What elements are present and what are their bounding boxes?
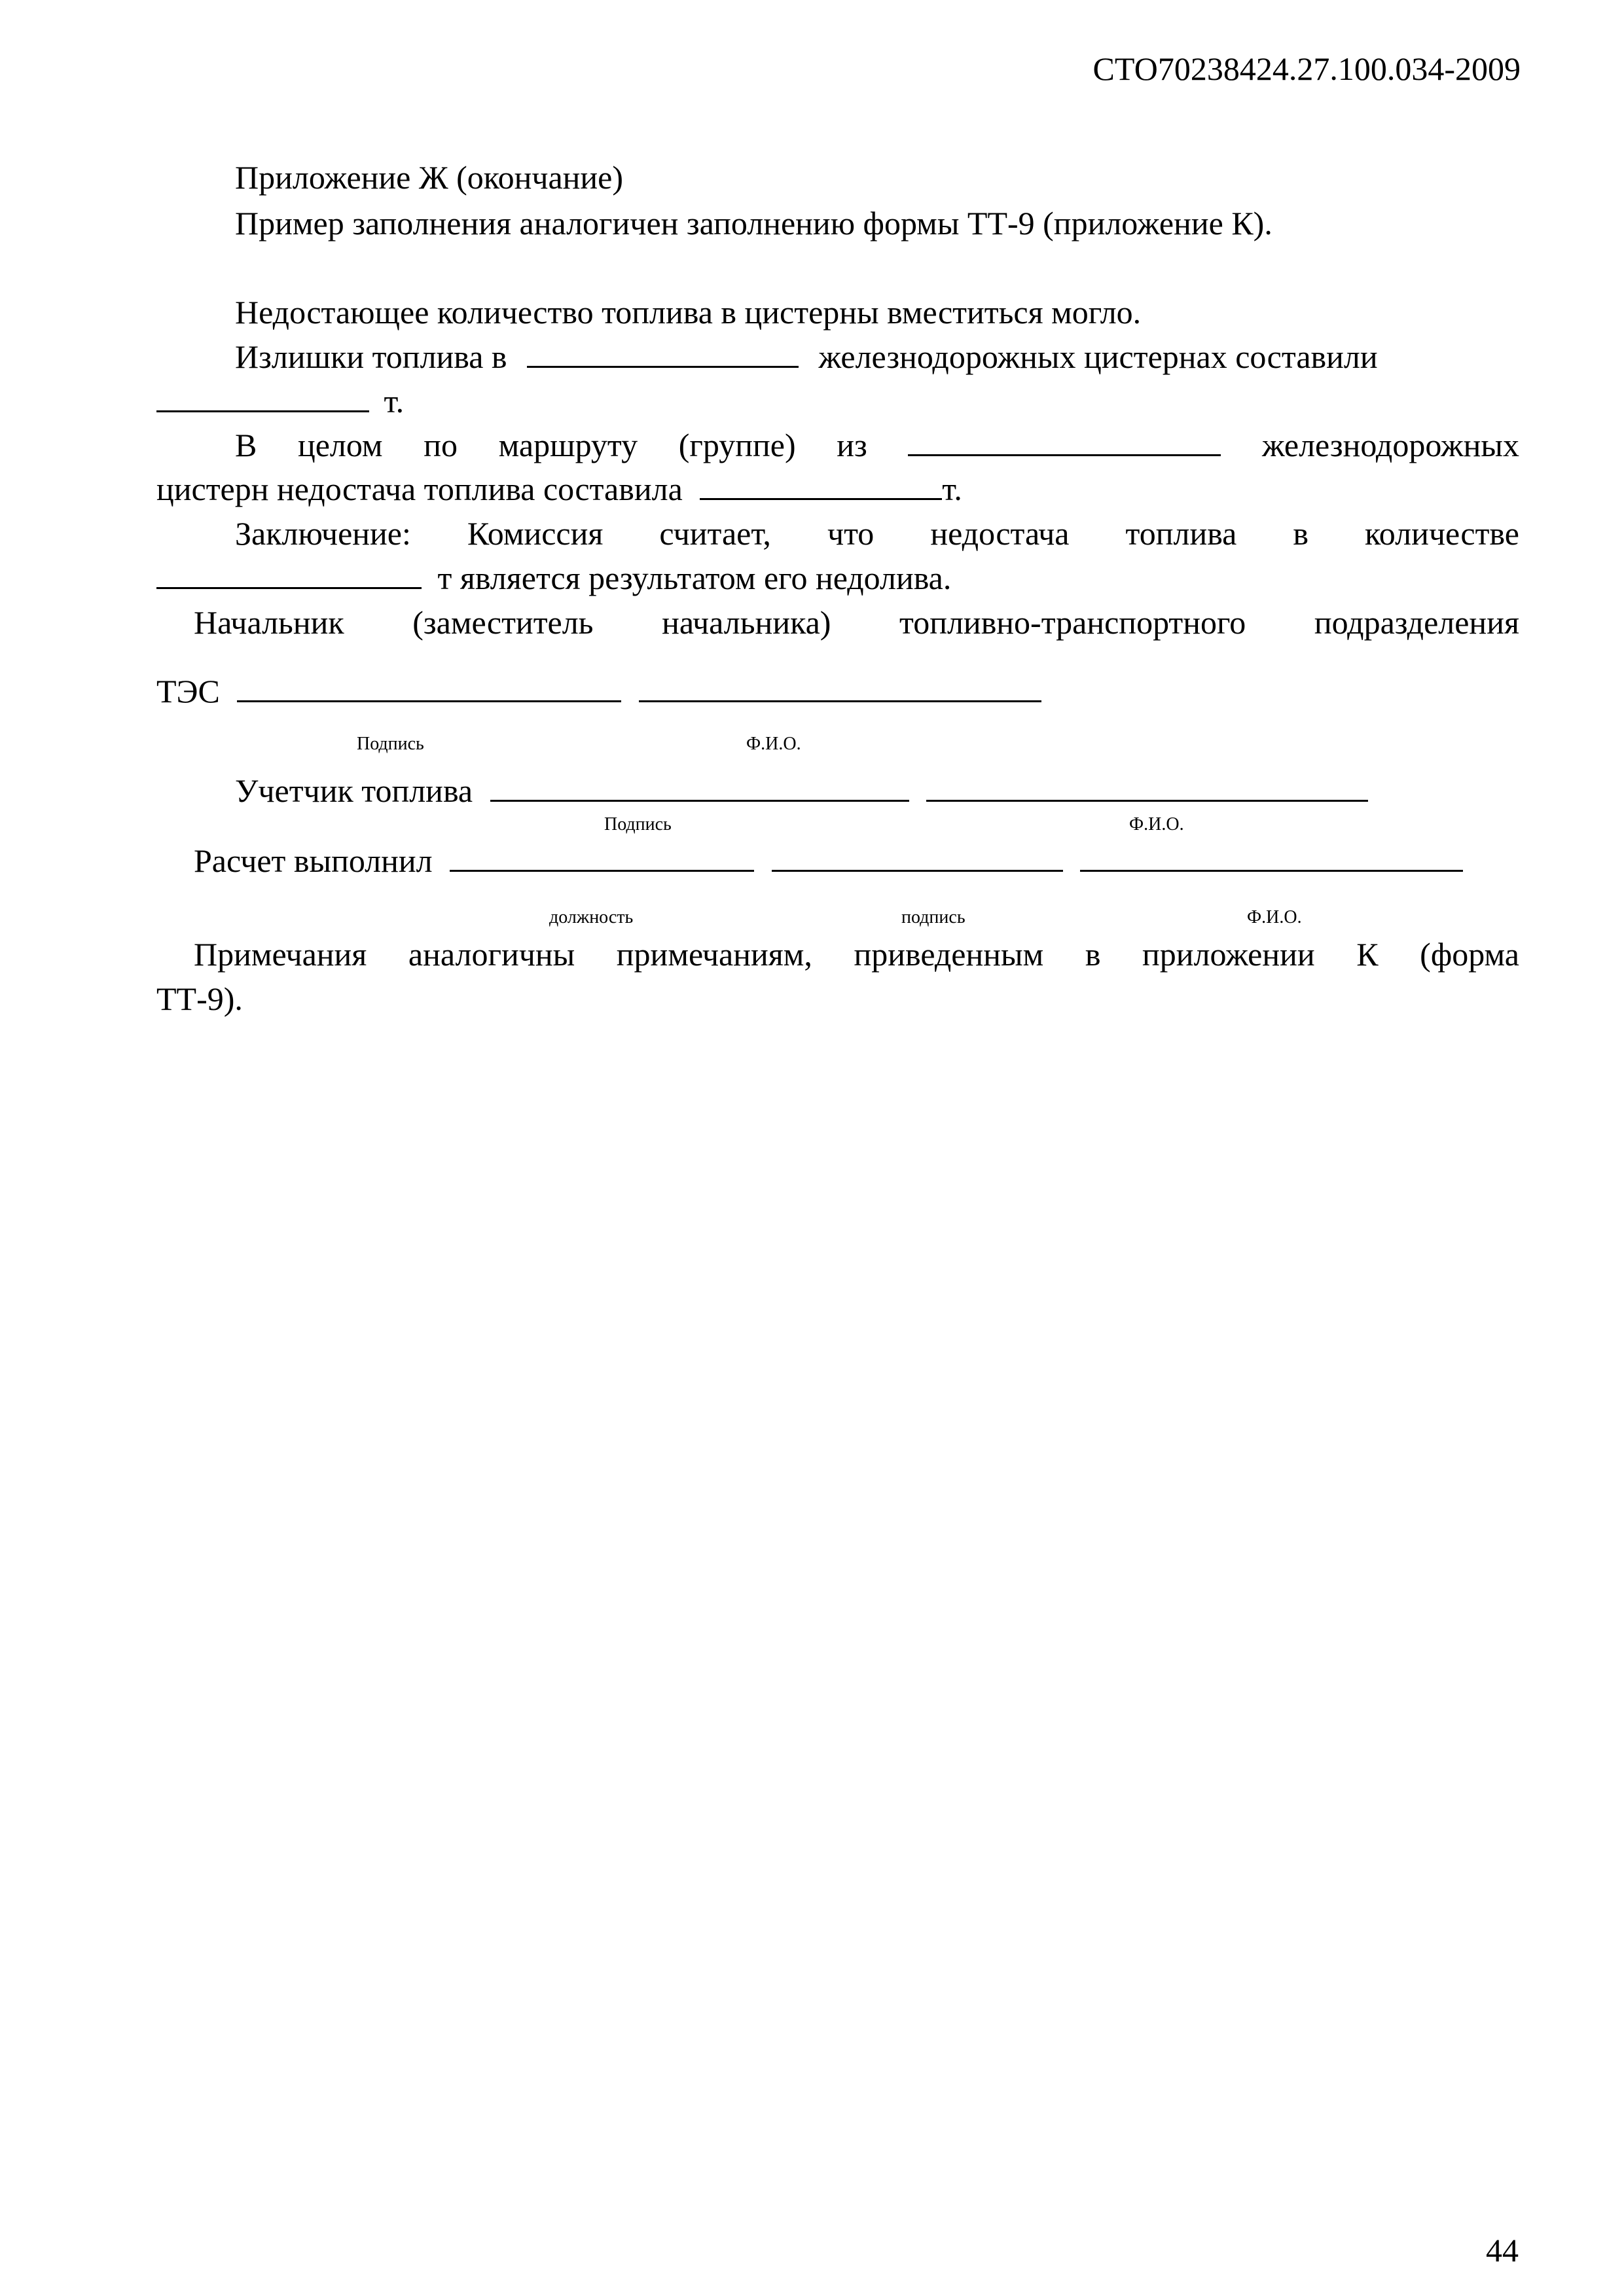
conclusion-word: в <box>1293 515 1308 552</box>
route-line-1 <box>235 429 1519 461</box>
surplus-tank-count-field[interactable] <box>527 366 799 368</box>
surplus-mid: железнодорожных цистернах составили <box>818 338 1378 375</box>
route-word: В <box>235 427 257 463</box>
surplus-line <box>235 340 1519 373</box>
notes-word: приведенным <box>854 936 1044 973</box>
conclusion-line-1 <box>235 517 1519 550</box>
notes-word: в <box>1085 936 1101 973</box>
head-word: Начальник <box>194 604 344 641</box>
accountant-line <box>235 774 1368 807</box>
surplus-prefix: Излишки топлива в <box>235 338 507 375</box>
route-word: по <box>424 427 458 463</box>
notes-word: примечаниям, <box>616 936 812 973</box>
calc-fio-field[interactable] <box>1080 870 1463 872</box>
head-fio-field[interactable] <box>639 700 1041 702</box>
head-line <box>194 606 1519 639</box>
shortage-fit-text: Недостающее количество топлива в цистерны вместиться могло. <box>235 294 1142 331</box>
calc-position-caption: должность <box>549 907 634 927</box>
notes-line-1 <box>194 938 1519 971</box>
conclusion-word: Заключение: <box>235 515 411 552</box>
calc-position-field[interactable] <box>450 870 754 872</box>
conclusion-line-2 <box>156 562 951 594</box>
calc-fio-caption: Ф.И.О. <box>1247 907 1302 927</box>
surplus-unit: т. <box>384 383 405 420</box>
notes-word: (форма <box>1420 936 1519 973</box>
notes-word: К <box>1356 936 1379 973</box>
route-shortage-field[interactable] <box>700 498 942 500</box>
tes-label: ТЭС <box>156 673 220 709</box>
document-code: СТО70238424.27.100.034-2009 <box>1092 50 1521 87</box>
surplus-amount-line <box>156 385 404 418</box>
accountant-label: Учетчик топлива <box>235 772 473 809</box>
route-word: (группе) <box>678 427 796 463</box>
route-unit: т. <box>942 471 962 507</box>
calc-label: Расчет выполнил <box>194 842 433 879</box>
notes-word: аналогичны <box>408 936 575 973</box>
surplus-amount-field[interactable] <box>156 410 369 412</box>
route-line2-prefix: цистерн недостача топлива составила <box>156 471 683 507</box>
route-tank-count-field[interactable] <box>908 454 1221 456</box>
notes-line-2: ТТ-9). <box>156 980 243 1017</box>
head-fio-caption: Ф.И.О. <box>746 734 801 754</box>
conclusion-amount-field[interactable] <box>156 587 422 589</box>
calc-signature-field[interactable] <box>772 870 1063 872</box>
accountant-fio-caption: Ф.И.О. <box>1129 814 1184 834</box>
route-word: целом <box>297 427 383 463</box>
tes-line <box>156 675 1041 708</box>
conclusion-word: Комиссия <box>467 515 604 552</box>
conclusion-suffix: т является результатом его недолива. <box>437 560 952 596</box>
route-word: из <box>837 427 867 463</box>
head-word: (заместитель <box>412 604 594 641</box>
head-signature-field[interactable] <box>237 700 621 702</box>
route-line-2 <box>156 473 962 505</box>
appendix-title: Приложение Ж (окончание) <box>235 159 624 196</box>
page-number: 44 <box>1486 2232 1519 2269</box>
notes-word: приложении <box>1142 936 1315 973</box>
conclusion-word: что <box>827 515 875 552</box>
conclusion-word: недостача <box>930 515 1070 552</box>
accountant-fio-field[interactable] <box>926 800 1368 802</box>
head-sign-caption: Подпись <box>357 734 424 754</box>
conclusion-word: количестве <box>1365 515 1519 552</box>
conclusion-word: считает, <box>659 515 771 552</box>
route-rail: железнодорожных <box>1262 427 1519 463</box>
calc-line <box>194 844 1463 877</box>
accountant-sign-caption: Подпись <box>604 814 672 834</box>
head-word: начальника) <box>662 604 831 641</box>
route-word: маршруту <box>498 427 638 463</box>
accountant-signature-field[interactable] <box>490 800 909 802</box>
head-word: топливно-транспортного <box>899 604 1246 641</box>
head-word: подразделения <box>1314 604 1519 641</box>
notes-word: Примечания <box>194 936 367 973</box>
example-note: Пример заполнения аналогичен заполнению формы ТТ-9 (приложение К). <box>235 205 1272 242</box>
conclusion-word: топлива <box>1125 515 1237 552</box>
calc-sign-caption: подпись <box>901 907 965 927</box>
